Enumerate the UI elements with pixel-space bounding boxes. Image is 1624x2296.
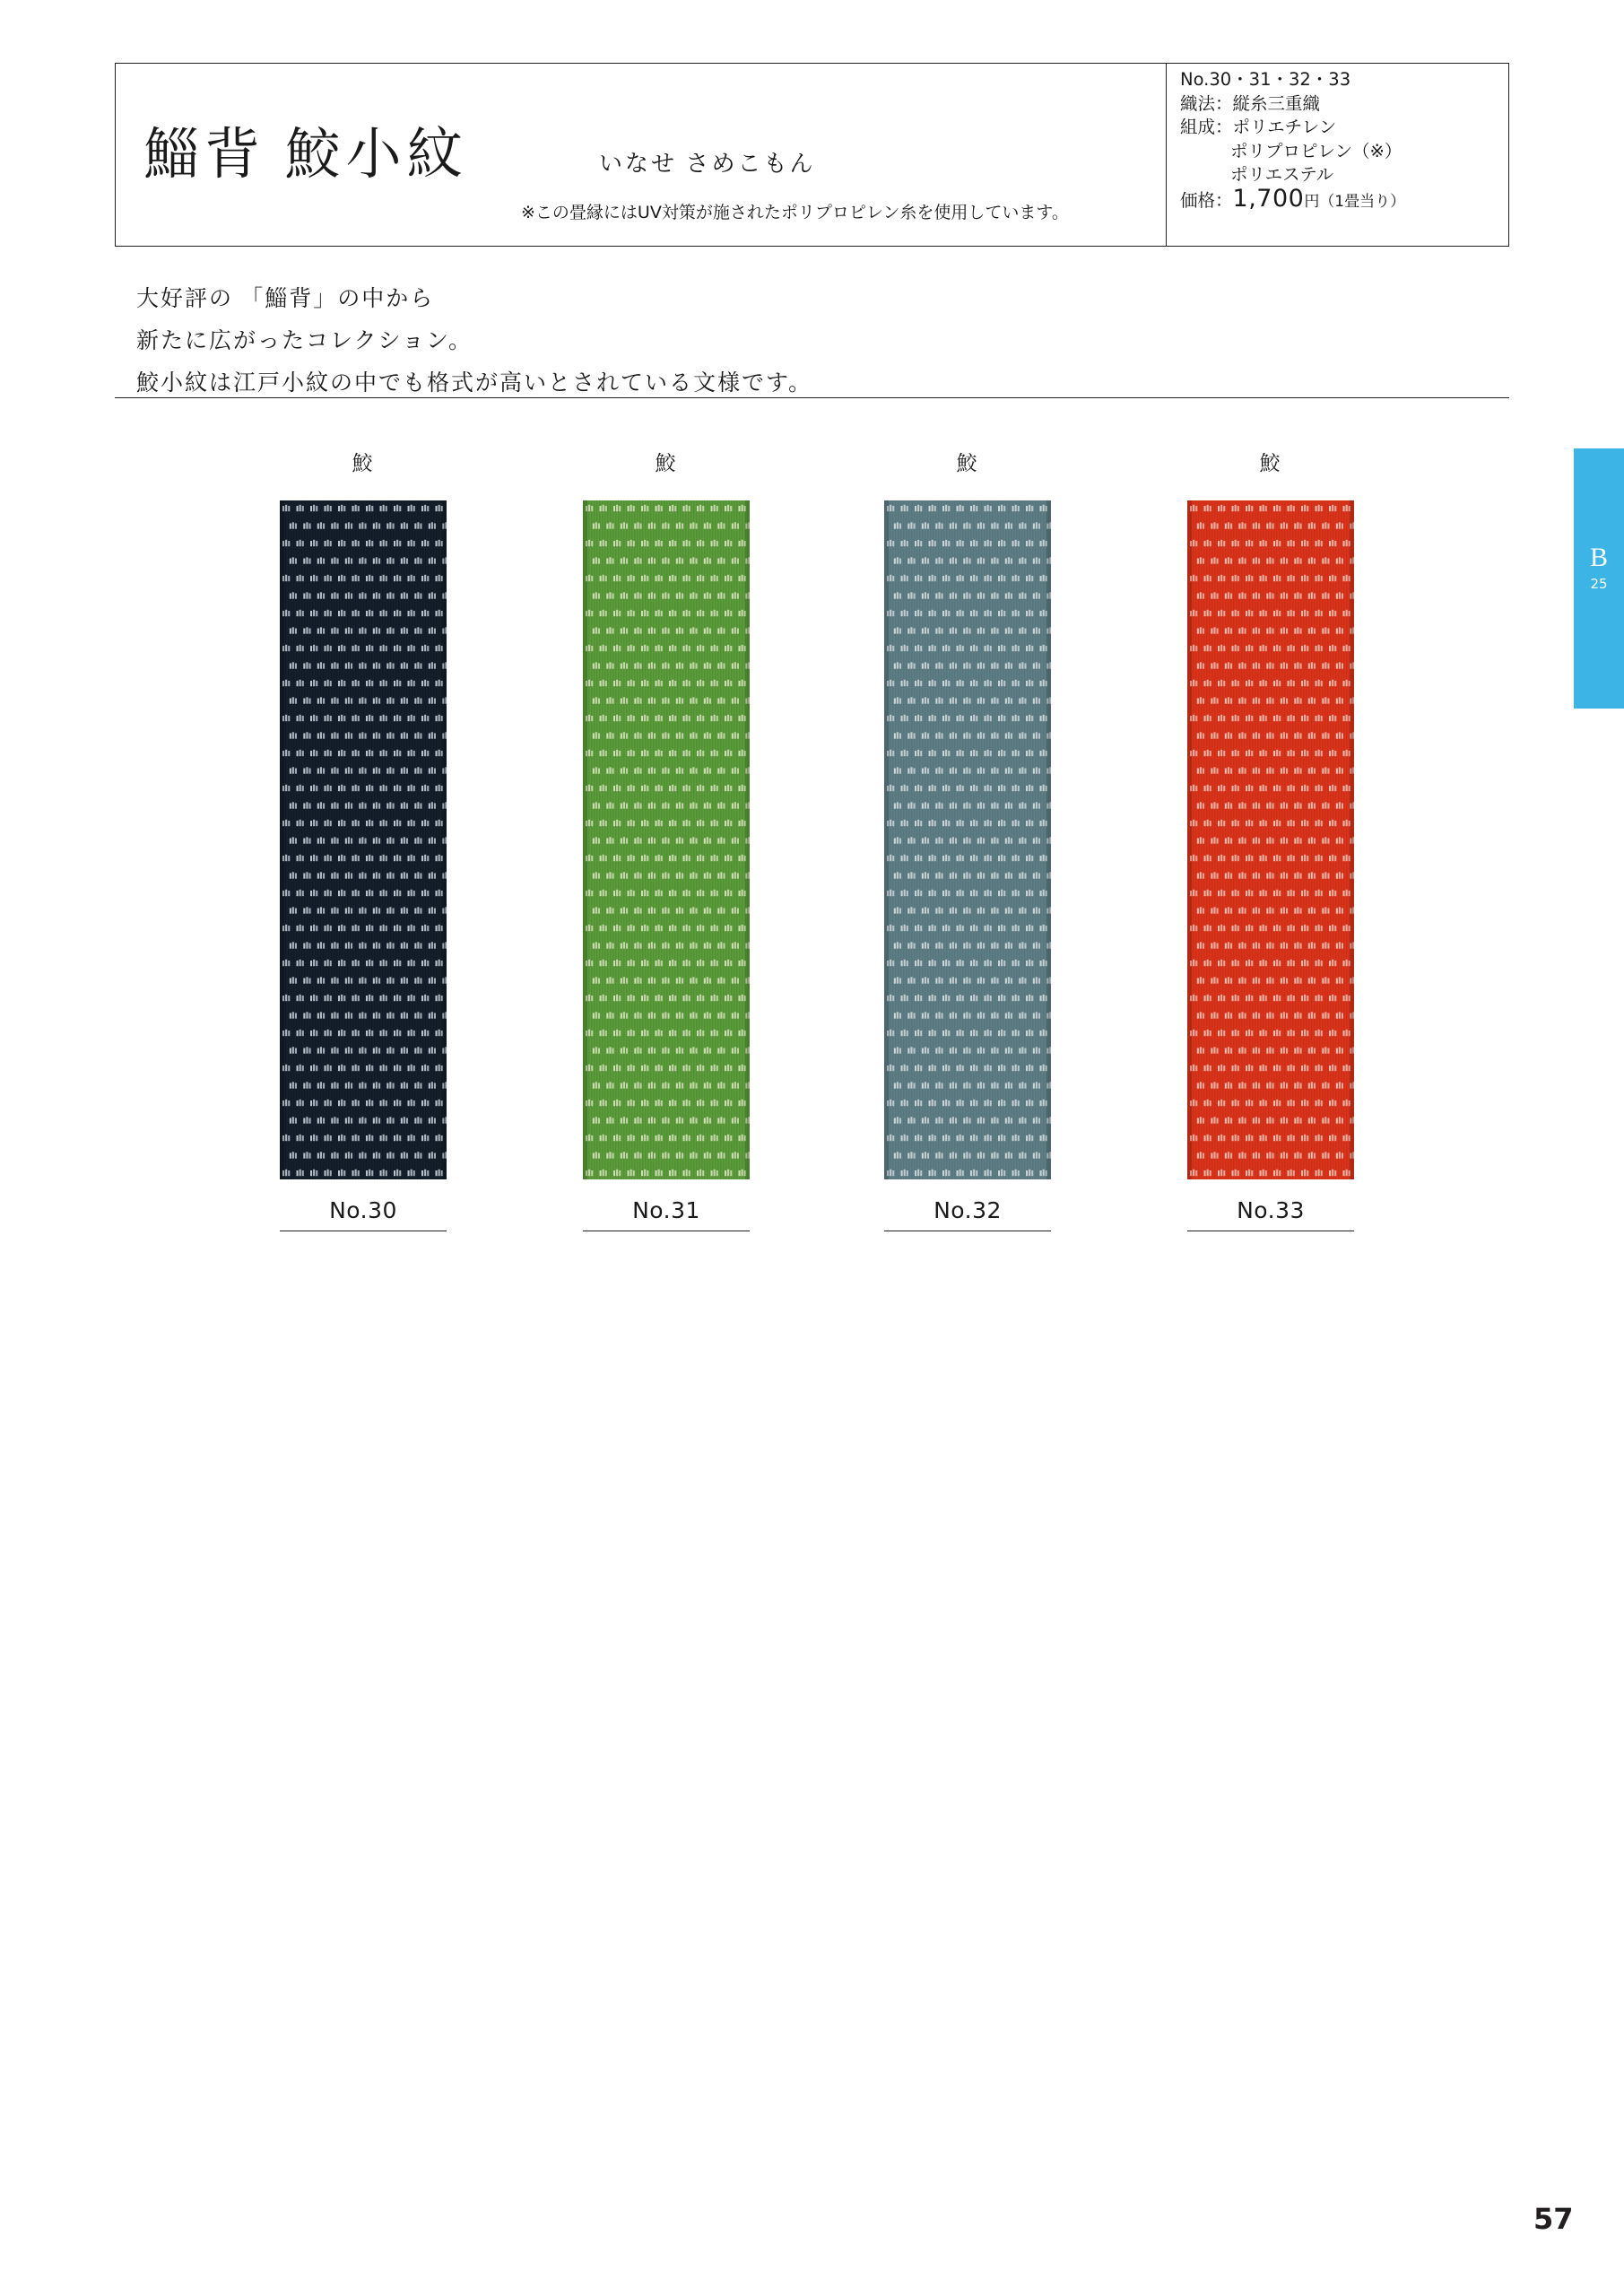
- page-title-kana: いなせ さめこもん: [599, 151, 816, 177]
- page-title: 鯔背 鮫小紋: [143, 125, 468, 186]
- spec-price: [1180, 184, 1503, 214]
- price-label: 価格：: [1180, 189, 1233, 211]
- price-value: 1,700: [1232, 184, 1305, 213]
- swatch-item: [563, 447, 769, 1231]
- swatch-top-label: 鮫: [655, 452, 678, 474]
- swatch-item: [260, 447, 466, 1231]
- uv-note: ※この畳縁にはUV対策が施されたポリプロピレン糸を使用しています。: [521, 203, 1069, 222]
- swatch-caption: No.30: [280, 1197, 447, 1231]
- description-block: [136, 278, 812, 404]
- header-rule-right: [1508, 63, 1509, 247]
- page-number: 57: [1533, 2202, 1574, 2236]
- swatch-image: [583, 500, 750, 1179]
- description-line-3: 鮫小紋は江戸小紋の中でも格式が高いとされている文様です。: [136, 371, 813, 396]
- swatch-image: [884, 500, 1051, 1179]
- header-rule-left: [115, 63, 116, 247]
- swatch-top-label: 鮫: [956, 452, 979, 474]
- spec-weave: 織法：縦糸三重織: [1180, 92, 1321, 114]
- weave-pattern: [884, 500, 1051, 1179]
- section-tab-letter: B: [1589, 543, 1608, 572]
- swatch-gallery: [0, 447, 1624, 1254]
- product-header: [115, 63, 1509, 247]
- weave-pattern: [280, 500, 447, 1179]
- swatch-top-label: 鮫: [1259, 452, 1282, 474]
- swatch-item: [864, 447, 1071, 1231]
- weave-pattern: [583, 500, 750, 1179]
- spec-composition-line2: ポリプロピレン（※）: [1230, 140, 1403, 161]
- spec-numbers: No.30・31・32・33: [1180, 69, 1351, 90]
- description-line-2: 新たに広がったコレクション。: [136, 329, 473, 353]
- section-tab: [1574, 448, 1624, 709]
- section-tab-number: 25: [1590, 576, 1608, 592]
- header-rule-spec-divider: [1166, 63, 1167, 247]
- swatch-item: [1168, 447, 1374, 1231]
- price-unit: 円（1畳当り）: [1304, 192, 1406, 211]
- swatch-caption: No.33: [1187, 1197, 1354, 1231]
- description-line-1: 大好評の 「鯔背」の中から: [136, 287, 435, 311]
- header-rule-top: [115, 63, 1509, 64]
- swatch-image: [1187, 500, 1354, 1179]
- header-rule-bottom: [115, 246, 1509, 247]
- swatch-caption: No.32: [884, 1197, 1051, 1231]
- swatch-image: [280, 500, 447, 1179]
- description-rule: [115, 397, 1509, 398]
- spec-composition-line3: ポリエステル: [1230, 164, 1334, 185]
- swatch-caption: No.31: [583, 1197, 750, 1231]
- spec-composition: 組成：ポリエチレン: [1180, 117, 1337, 137]
- swatch-top-label: 鮫: [352, 452, 375, 474]
- weave-pattern: [1187, 500, 1354, 1179]
- spec-block: [1180, 68, 1503, 213]
